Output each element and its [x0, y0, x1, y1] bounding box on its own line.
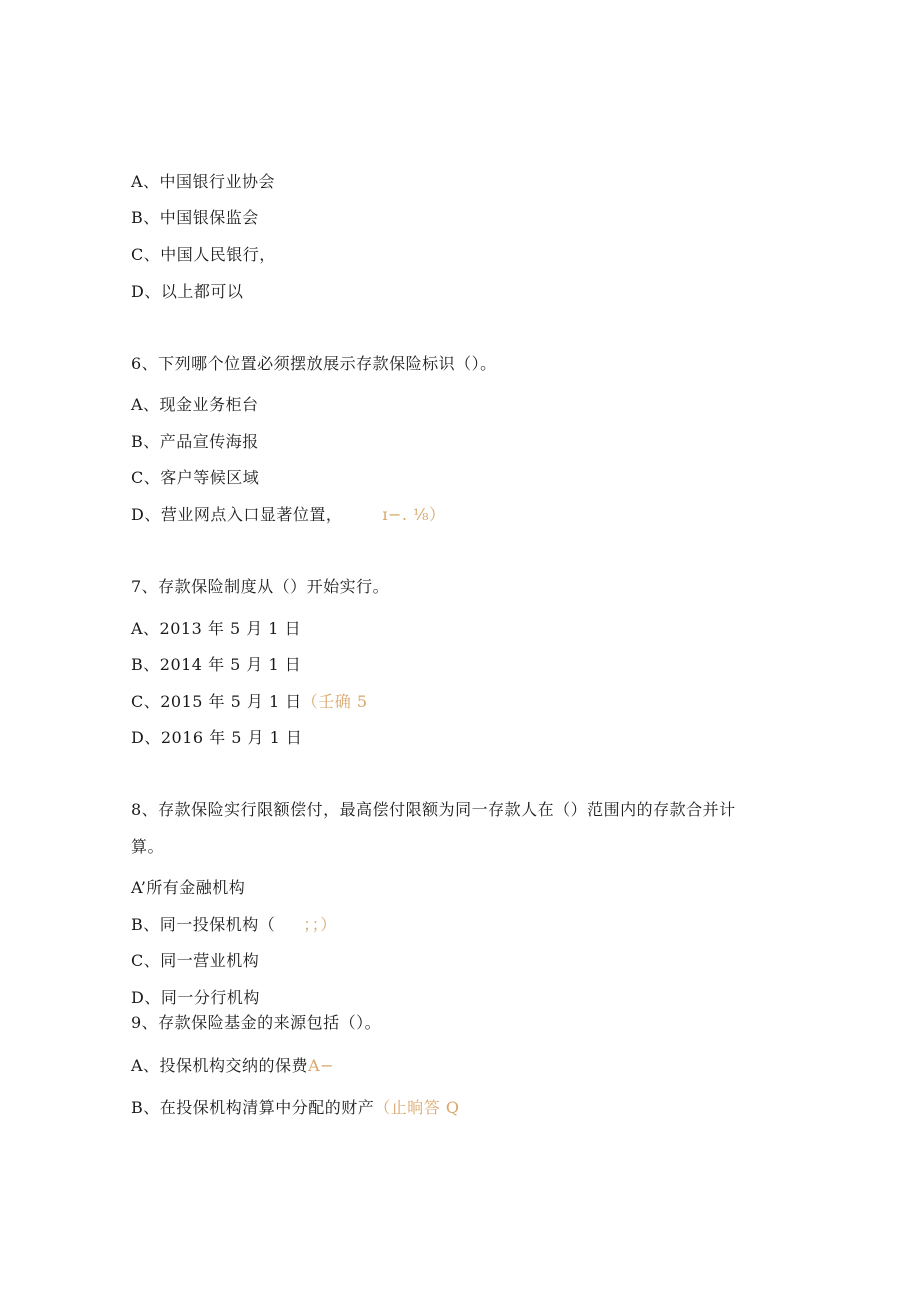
q9-option-a — [131, 1056, 334, 1076]
q8-option-b — [131, 915, 337, 935]
q7-option-a: A、2013 年 5 月 1 日 — [131, 619, 302, 638]
q6-question: 6、下列哪个位置必须摆放展示存款保险标识（）。 — [131, 354, 497, 373]
q7-question: 7、存款保险制度从（）开始实行。 — [131, 577, 390, 596]
q9-option-b — [131, 1098, 459, 1118]
q9-option-a-text: A、投保机构交纳的保费 — [131, 1056, 309, 1075]
q9-question: 9、存款保险基金的来源包括（）。 — [131, 1013, 382, 1032]
q5-option-a: A、中国银行业协会 — [131, 172, 276, 191]
q6-option-b: B、产品宣传海报 — [131, 432, 259, 451]
q8-option-c: C、同一营业机构 — [131, 951, 260, 970]
q7-option-b: B、2014 年 5 月 1 日 — [131, 655, 302, 674]
q8-question-line1: 8、存款保险实行限额偿付，最高偿付限额为同一存款人在（）范围内的存款合并计 — [131, 800, 736, 819]
q5-option-b: B、中国银保监会 — [131, 208, 259, 227]
q9-option-b-annotation: （止晌答 Q — [374, 1098, 460, 1117]
q8-option-b-text: B、同一投保机构（ — [131, 915, 276, 934]
q8-option-b-annotation: ；；） — [303, 915, 337, 934]
q7-option-c-text: C、2015 年 5 月 1 日 — [131, 692, 302, 711]
q7-option-c — [131, 692, 368, 712]
q9-option-b-text: B、在投保机构清算中分配的财产 — [131, 1098, 375, 1117]
q6-option-c: C、客户等候区域 — [131, 468, 260, 487]
q8-option-a: A’所有金融机构 — [131, 878, 246, 897]
q5-option-c: C、中国人民银行， — [131, 245, 276, 264]
q8-question-line2: 算。 — [131, 837, 165, 856]
q6-option-d-text: D、营业网点入口显著位置， — [131, 505, 343, 524]
q6-option-d — [131, 505, 446, 525]
q6-option-a: A、现金业务柜台 — [131, 395, 259, 414]
q5-option-d: D、以上都可以 — [131, 282, 244, 301]
q6-option-d-annotation: ɪ−. ⅛） — [382, 505, 446, 524]
q7-option-d: D、2016 年 5 月 1 日 — [131, 728, 303, 747]
q8-option-d: D、同一分行机构 — [131, 988, 260, 1007]
q9-option-a-annotation: A− — [308, 1056, 335, 1075]
q7-option-c-annotation: （壬确 5 — [301, 692, 368, 711]
